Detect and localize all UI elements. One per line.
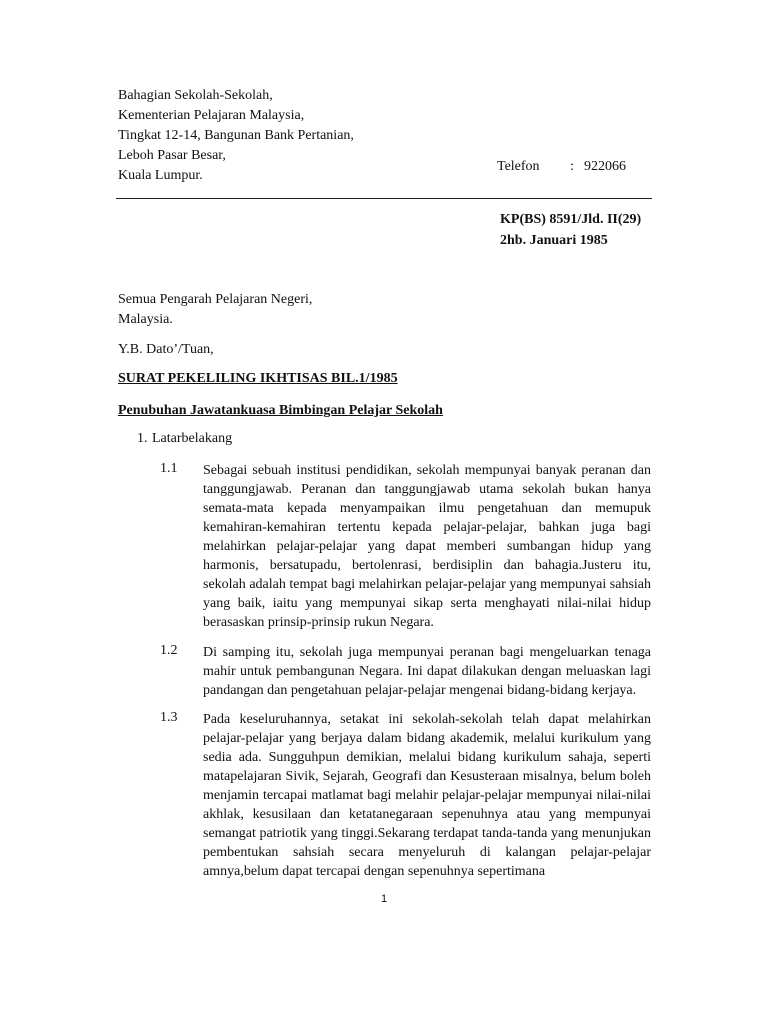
address-line: Kuala Lumpur. (118, 168, 203, 183)
letter-date: 2hb. Januari 1985 (500, 233, 608, 248)
address-line: Tingkat 12-14, Bangunan Bank Pertanian, (118, 128, 354, 143)
paragraph-number: 1.3 (160, 710, 178, 725)
telephone-label: Telefon (497, 159, 540, 174)
telephone-separator: : (570, 159, 574, 174)
section-title: Latarbelakang (152, 431, 233, 446)
telephone-number: 922066 (584, 159, 626, 174)
recipient-line: Malaysia. (118, 312, 173, 327)
sender-address (118, 86, 354, 186)
circular-subject: SURAT PEKELILING IKHTISAS BIL.1/1985 (118, 371, 398, 386)
reference-number: KP(BS) 8591/Jld. II(29) (500, 212, 642, 227)
paragraph-text: Sebagai sebuah institusi pendidikan, sekolah mempunyai banyak peranan dan tanggungjawab. Peranan dan tanggungjawab utama sekolah bukan hanya semata-mata kepada menyampaikan ilmu pengetahuan dan memupuk kemahiran-kemahiran tertentu kepada pelajar-pelajar, bahkan juga bagi melahirkan pelajar-pelajar yang dapat memberi sumbangan hidup yang harmonis, bersatupadu, bertolenrasi, berdisiplin dan bahagia.Justeru itu, sekolah adalah tempat bagi melahirkan pelajar-pelajar yang mempunyai sahsiah yang baik, iaitu yang mempunyai sikap serta menghayati nilai-nilai hidup berasaskan prinsip-prinsip rukun Negara. (203, 463, 651, 630)
recipient-line: Semua Pengarah Pelajaran Negeri, (118, 292, 313, 307)
paragraph-number: 1.1 (160, 461, 178, 476)
reference-block (500, 209, 641, 251)
paragraph-text: Di samping itu, sekolah juga mempunyai peranan bagi mengeluarkan tenaga mahir untuk pembangunan Negara. Ini dapat dilakukan dengan meluaskan lagi pandangan dan pengetahuan pelajar-pelajar mengenai bidang-bidang kerjaya. (203, 645, 651, 698)
address-line: Bahagian Sekolah-Sekolah, (118, 88, 273, 103)
section-number: 1. (137, 431, 148, 446)
header-divider (116, 198, 652, 199)
paragraph-number: 1.2 (160, 643, 178, 658)
address-line: Leboh Pasar Besar, (118, 148, 226, 163)
recipient-block (118, 290, 312, 330)
address-line: Kementerian Pelajaran Malaysia, (118, 108, 305, 123)
paragraph-text: Pada keseluruhannya, setakat ini sekolah-sekolah telah dapat melahirkan pelajar-pelajar yang berjaya dalam bidang akademik, melalui kurikulum yang sedia ada. Sungguhpun demikian, melalui bidang kurikulum sahaja, seperti matapelajaran Sivik, Sejarah, Geografi dan Kesusteraan misalnya, belum boleh menjamin tercapai matlamat bagi melahir pelajar-pelajar mempunyai nilai-nilai akhlak, kesusilaan dan ketatanegaraan sepenuhnya atau yang mempunyai semangat patriotik yang tinggi.Sekarang terdapat tanda-tanda yang menunjukan pembentukan sahsiah secara menyeluruh di kalangan pelajar-pelajar amnya,belum dapat tercapai dengan sepenuhnya sepertimana (203, 712, 651, 879)
salutation: Y.B. Dato’/Tuan, (118, 342, 214, 357)
circular-title: Penubuhan Jawatankuasa Bimbingan Pelajar Sekolah (118, 403, 443, 418)
page-number: 1 (380, 893, 388, 905)
